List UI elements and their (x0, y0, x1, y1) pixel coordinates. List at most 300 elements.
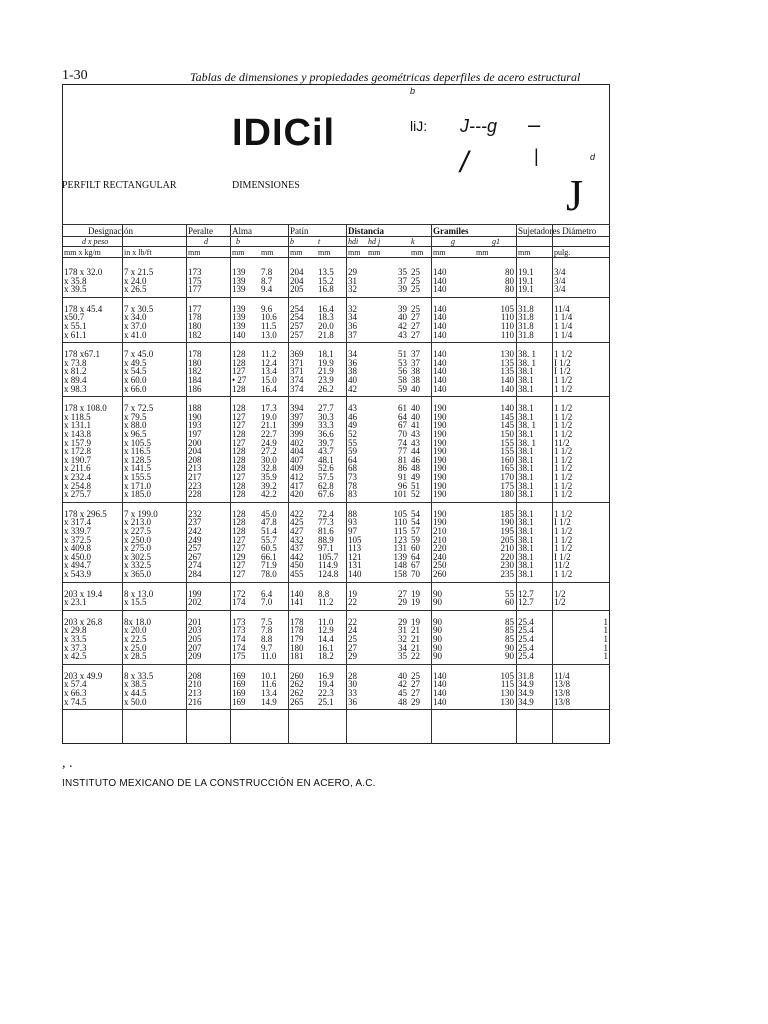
table-cell: 140 (433, 268, 447, 277)
table-cell: 39.2 (261, 481, 277, 491)
table-cell: 190 (433, 518, 447, 527)
table-cell: 195 (500, 527, 514, 536)
table-cell: 432 (290, 535, 304, 545)
table-cell: 38.1 (518, 570, 534, 579)
table-cell: 170 (500, 473, 514, 482)
table-cell: 27 (411, 322, 420, 331)
unit-label: mm (476, 248, 489, 257)
table-cell: x 41.0 (124, 330, 147, 340)
table-cell: 235 (500, 570, 514, 579)
table-cell: 11.0 (261, 652, 277, 661)
table-cell: 190 (433, 455, 447, 465)
table-cell: x50.7 (64, 313, 85, 322)
table-cell: 21.1 (261, 421, 277, 430)
table-cell: 38 (411, 367, 420, 376)
table-cell: 190 (433, 473, 447, 482)
table-cell: 190 (433, 438, 447, 448)
table-cell: x 26.5 (124, 285, 147, 294)
table-cell: 7 x 199.0 (124, 509, 158, 519)
table-cell: x 79.5 (124, 412, 147, 422)
table-cell: 48 (411, 464, 420, 473)
table-cell: 67.6 (318, 490, 334, 499)
table-cell: x 250.0 (124, 535, 151, 545)
table-cell: 25 (411, 671, 420, 681)
table-cell: 38.1 (518, 447, 534, 456)
table-cell: 127 (232, 421, 246, 430)
table-cell: x 211.6 (64, 464, 91, 473)
table-cell: 55.7 (261, 535, 277, 545)
table-cell: 139 (232, 313, 246, 322)
table-cell: 38.1 (518, 384, 534, 394)
table-cell: 369 (290, 350, 304, 359)
table-cell: 1 1/2 (554, 473, 573, 482)
table-cell: 1 1/2 (554, 570, 573, 579)
header-patin-sub2: t (318, 237, 321, 246)
table-cell: 155 (500, 438, 514, 448)
table-cell: 232 (188, 509, 202, 519)
table-cell: 197 (188, 430, 202, 439)
unit-label: mm (318, 248, 331, 257)
table-cell: 190 (433, 412, 447, 422)
table-cell: 127 (232, 473, 246, 482)
table-cell: 228 (188, 490, 202, 499)
table-cell: x 185.0 (124, 490, 151, 499)
table-cell: 14.9 (261, 697, 277, 707)
table-cell: 209 (188, 652, 202, 661)
table-cell: 130 (500, 697, 514, 707)
table-cell: 25.4 (518, 635, 534, 644)
table-cell: 140 (433, 671, 447, 681)
table-cell: 210 (433, 527, 447, 536)
table-cell: 88 (348, 509, 357, 519)
table-cell: 242 (188, 527, 202, 536)
table-cell: 165 (500, 464, 514, 473)
table-cell: 3/4 (554, 276, 566, 286)
table-cell: 190 (500, 518, 514, 527)
table-cell: 1 1/2 (554, 544, 573, 553)
table-cell: 150 (500, 430, 514, 439)
table-cell: 175 (232, 652, 246, 661)
table-cell: 90 (433, 643, 442, 653)
table-cell: 217 (188, 473, 202, 482)
table-cell: x 44.5 (124, 689, 147, 698)
table-cell: 78 (348, 481, 357, 491)
table-cell: 140 (433, 376, 447, 385)
table-cell: x 190.7 (64, 455, 91, 465)
table-cell: 188 (188, 404, 202, 413)
table-cell: 30.3 (318, 412, 334, 422)
table-cell: 23.9 (318, 376, 334, 385)
table-cell: 203 x 19.4 (64, 589, 103, 599)
table-cell: 54 (411, 509, 420, 519)
table-cell: 7 x 30.5 (124, 304, 154, 314)
table-cell: x 105.5 (124, 438, 151, 448)
table-cell: I 1/2 (554, 552, 571, 562)
table-cell: 139 (232, 322, 246, 331)
table-cell: 257 (290, 322, 304, 331)
table-cell: 44 (411, 447, 420, 456)
table-cell: 36 (348, 697, 357, 707)
table-cell: 19.9 (318, 358, 334, 368)
table-cell: 13.0 (261, 330, 277, 340)
table-cell: 90 (433, 598, 442, 607)
table-cell: 127 (232, 438, 246, 448)
table-cell: 123 (393, 535, 407, 545)
table-cell: 29 (348, 652, 357, 661)
table-cell: 86 (398, 464, 407, 473)
table-cell: x 49.5 (124, 358, 147, 368)
table-cell: x 372.5 (64, 535, 91, 545)
table-cell: x 39.5 (64, 285, 87, 294)
table-cell: 140 (433, 313, 447, 322)
table-cell: 128 (232, 447, 246, 456)
table-cell: x 128.5 (124, 455, 151, 465)
table-cell: 54 (411, 518, 420, 527)
table-cell: 35.9 (261, 473, 277, 482)
table-cell: 128 (232, 358, 246, 368)
table-cell: x 29.8 (64, 626, 87, 635)
table-cell: 16.9 (318, 671, 334, 681)
table-cell: 274 (188, 561, 202, 570)
table-cell: 213 (188, 689, 202, 698)
table-cell: 160 (500, 455, 514, 465)
table-cell: x 42.5 (64, 652, 87, 661)
table-cell: 128 (232, 430, 246, 439)
table-cell: 18.3 (318, 313, 334, 322)
table-cell: 1 1/4 (554, 322, 573, 331)
table-cell: 22 (348, 617, 357, 627)
table-cell: 210 (500, 544, 514, 553)
table-cell: 371 (290, 358, 304, 368)
table-cell: 257 (290, 330, 304, 340)
unit-label: mm x kg/m (64, 248, 101, 257)
table-cell: 130 (500, 689, 514, 698)
table-cell: 11/2 (554, 561, 570, 570)
table-cell: 18.1 (318, 350, 334, 359)
group-rule (62, 297, 610, 298)
table-cell: I 1/2 (554, 518, 571, 527)
table-cell: 18.2 (318, 652, 334, 661)
table-cell: 90 (433, 589, 442, 599)
table-cell: 6.4 (261, 589, 273, 599)
table-cell: 47.8 (261, 518, 277, 527)
table-cell: 179 (290, 635, 304, 644)
table-cell: 43.7 (318, 447, 334, 456)
table-cell: 190 (433, 464, 447, 473)
table-cell: 90 (433, 652, 442, 661)
table-cell: 27 (411, 680, 420, 689)
table-cell: x 61.1 (64, 330, 87, 340)
table-cell: 16.4 (318, 304, 334, 314)
table-cell: x 22.5 (124, 635, 147, 644)
table-cell: 130 (500, 350, 514, 359)
table-cell: x 66.3 (64, 689, 87, 698)
table-cell: 249 (188, 535, 202, 545)
header-designacion: Designación (88, 226, 133, 236)
table-cell: 90 (505, 643, 514, 653)
table-cell: 105 (500, 304, 514, 314)
table-cell: 38.1 (518, 527, 534, 536)
table-cell: 1 1/2 (554, 430, 573, 439)
table-cell: 178 (290, 617, 304, 627)
table-cell: x 302.5 (124, 552, 151, 562)
table-cell: 190 (433, 447, 447, 456)
stray-mark: , . (62, 756, 73, 771)
table-cell: 207 (188, 643, 202, 653)
table-cell: 110 (500, 322, 514, 331)
table-cell: 1 (603, 652, 608, 661)
table-cell: 38.1 (518, 455, 534, 465)
unit-label: mm (411, 248, 424, 257)
table-cell: 1 1/2 (554, 490, 573, 499)
table-cell: 46 (348, 412, 357, 422)
table-cell: 174 (232, 598, 246, 607)
group-rule (62, 502, 610, 503)
table-cell: 140 (232, 330, 246, 340)
table-cell: 32 (348, 304, 357, 314)
unit-label: mm (518, 248, 531, 257)
table-cell: 216 (188, 697, 202, 707)
table-cell: 60 (411, 544, 420, 553)
table-cell: 193 (188, 421, 202, 430)
header-rule (62, 246, 610, 247)
table-cell: 190 (433, 404, 447, 413)
table-cell: 38.1 (518, 412, 534, 422)
table-cell: x 332.5 (124, 561, 151, 570)
table-cell: 1 1/2 (554, 527, 573, 536)
table-cell: 71.9 (261, 561, 277, 570)
table-cell: 85 (505, 626, 514, 635)
table-cell: 223 (188, 481, 202, 491)
table-cell: 172 (232, 589, 246, 599)
table-cell: 203 (188, 626, 202, 635)
table-cell: 437 (290, 544, 304, 553)
table-cell: 145 (500, 421, 514, 430)
table-cell: 42 (398, 322, 407, 331)
table-cell: x 157.9 (64, 438, 91, 448)
table-cell: 427 (290, 527, 304, 536)
header-peralte: Peralte (188, 226, 213, 236)
table-cell: 178 x 296.5 (64, 509, 107, 519)
table-cell: 178 (188, 313, 202, 322)
table-cell: 129 (232, 552, 246, 562)
table-cell: 45.0 (261, 509, 277, 519)
table-cell: 140 (433, 276, 447, 286)
table-cell: 177 (188, 304, 202, 314)
unit-label: mm (261, 248, 274, 257)
table-cell: 199 (188, 589, 202, 599)
table-cell: 31.8 (518, 304, 534, 314)
table-cell: 422 (290, 509, 304, 519)
table-cell: 38.1 (518, 490, 534, 499)
table-cell: 140 (500, 384, 514, 394)
table-cell: 140 (433, 358, 447, 368)
table-cell: 180 (188, 322, 202, 331)
table-cell: x 35.8 (64, 276, 87, 286)
table-cell: 38. 1 (518, 421, 536, 430)
logo-bar-icon: | (534, 146, 539, 166)
table-cell: 51 (411, 481, 420, 491)
table-cell: 140 (348, 570, 362, 579)
table-cell: 83 (348, 490, 357, 499)
table-cell: 25.4 (518, 643, 534, 653)
table-cell: 38.1 (518, 367, 534, 376)
table-cell: x 74.5 (64, 697, 87, 707)
group-rule (62, 396, 610, 397)
table-cell: 43 (398, 330, 407, 340)
table-cell: 208 (188, 455, 202, 465)
table-cell: 140 (433, 350, 447, 359)
table-cell: 114.9 (318, 561, 338, 570)
table-cell: 24 (348, 626, 357, 635)
group-rule (62, 342, 610, 343)
table-cell: 145 (500, 412, 514, 422)
table-cell: 27 (411, 330, 420, 340)
table-cell: 8.8 (318, 589, 330, 599)
table-cell: 250 (433, 561, 447, 570)
table-cell: 25 (348, 635, 357, 644)
table-cell: 127 (232, 544, 246, 553)
table-cell: 11.0 (318, 617, 334, 627)
logo-bj-label: b (410, 86, 416, 96)
header-sujetadores: Sujetadores Diámetro (518, 226, 597, 236)
table-cell: x 66.0 (124, 384, 147, 394)
table-cell: 74 (398, 438, 407, 448)
table-cell: 262 (290, 689, 304, 698)
table-cell: 38.1 (518, 509, 534, 519)
table-cell: 135 (500, 358, 514, 368)
table-cell: 49 (348, 421, 357, 430)
table-cell: 25.1 (318, 697, 334, 707)
table-cell: 442 (290, 552, 304, 562)
table-cell: 1 1/2 (554, 421, 573, 430)
table-cell: x 60.0 (124, 376, 147, 385)
table-cell: 3/4 (554, 268, 566, 277)
table-cell: 80 (505, 276, 514, 286)
table-cell: x 141.5 (124, 464, 151, 473)
table-cell: 43 (348, 404, 357, 413)
table-cell: x 339.7 (64, 527, 91, 536)
table-cell: 180 (290, 643, 304, 653)
table-cell: 59 (348, 447, 357, 456)
table-cell: 53 (398, 358, 407, 368)
table-cell: 128 (232, 455, 246, 465)
table-cell: 25.4 (518, 652, 534, 661)
table-cell: 14.4 (318, 635, 334, 644)
column-divider (122, 224, 123, 744)
table-cell: 51 (398, 350, 407, 359)
table-cell: 15.2 (318, 276, 334, 286)
table-cell: 38. 1 (518, 350, 536, 359)
table-cell: x 213.0 (124, 518, 151, 527)
logo-j-label: J (566, 171, 584, 220)
table-cell: x 131.1 (64, 421, 91, 430)
table-cell: 105 (348, 535, 362, 545)
table-cell: 11.6 (261, 680, 277, 689)
table-cell: 19 (411, 589, 420, 599)
table-cell: 141 (290, 598, 304, 607)
table-cell: 178 (290, 626, 304, 635)
table-cell: 254 (290, 313, 304, 322)
table-cell: 139 (232, 285, 246, 294)
table-cell: x 88.0 (124, 421, 147, 430)
table-cell: 7.0 (261, 598, 273, 607)
table-cell: x 38.5 (124, 680, 147, 689)
table-cell: 404 (290, 447, 304, 456)
table-cell: x 73.8 (64, 358, 87, 368)
table-cell: 11/4 (554, 304, 570, 314)
table-cell: 35 (398, 268, 407, 277)
table-cell: 55 (505, 589, 514, 599)
table-cell: 7 x 72.5 (124, 404, 154, 413)
table-cell: 3/4 (554, 285, 566, 294)
table-cell: x 275.0 (124, 544, 151, 553)
table-cell: 9.6 (261, 304, 273, 314)
table-cell: 66.1 (261, 552, 277, 562)
table-cell: 32 (398, 635, 407, 644)
table-cell: x 172.8 (64, 447, 91, 456)
table-cell: x 317.4 (64, 518, 91, 527)
table-cell: 148 (393, 561, 407, 570)
table-cell: 115 (393, 527, 407, 536)
column-divider (552, 224, 553, 744)
table-cell: x 494.7 (64, 561, 91, 570)
table-cell: 62.8 (318, 481, 334, 491)
table-cell: 25 (411, 268, 420, 277)
table-cell: 174 (232, 643, 246, 653)
header-alma-sub: b (236, 237, 240, 246)
table-cell: 52 (348, 430, 357, 439)
logo-dash-icon: – (528, 112, 541, 137)
table-cell: 240 (433, 552, 447, 562)
table-cell: x 98.3 (64, 384, 87, 394)
dimensions-label: DIMENSIONES (232, 180, 300, 191)
table-cell: 220 (433, 544, 447, 553)
table-cell: x 54.5 (124, 367, 147, 376)
table-cell: 25.4 (518, 617, 534, 627)
table-cell: 177 (188, 285, 202, 294)
table-cell: 17.3 (261, 404, 277, 413)
table-cell: 27 (411, 689, 420, 698)
table-cell: 34.9 (518, 697, 534, 707)
table-cell: 374 (290, 376, 304, 385)
table-cell: x 254.8 (64, 481, 91, 491)
table-cell: 128 (232, 490, 246, 499)
table-cell: 21 (411, 626, 420, 635)
table-cell: 128 (232, 464, 246, 473)
table-cell: 85 (505, 635, 514, 644)
table-cell: 128 (232, 481, 246, 491)
table-cell: 178 x 108.0 (64, 404, 107, 413)
unit-label: mm (290, 248, 303, 257)
table-cell: 38.1 (518, 473, 534, 482)
table-cell: 11.2 (318, 598, 334, 607)
table-cell: 48.1 (318, 455, 334, 465)
table-cell: 262 (290, 680, 304, 689)
table-cell: 57 (411, 527, 420, 536)
column-divider (288, 224, 289, 744)
table-cell: 208 (188, 671, 202, 681)
table-cell: 12.7 (518, 598, 534, 607)
table-cell: 205 (188, 635, 202, 644)
table-cell: 1 1/2 (554, 455, 573, 465)
table-cell: 8 x 13.0 (124, 589, 154, 599)
table-cell: 31 (398, 626, 407, 635)
table-cell: 80 (505, 285, 514, 294)
table-cell: 140 (433, 322, 447, 331)
table-cell: 52.6 (318, 464, 334, 473)
table-cell: 140 (290, 589, 304, 599)
